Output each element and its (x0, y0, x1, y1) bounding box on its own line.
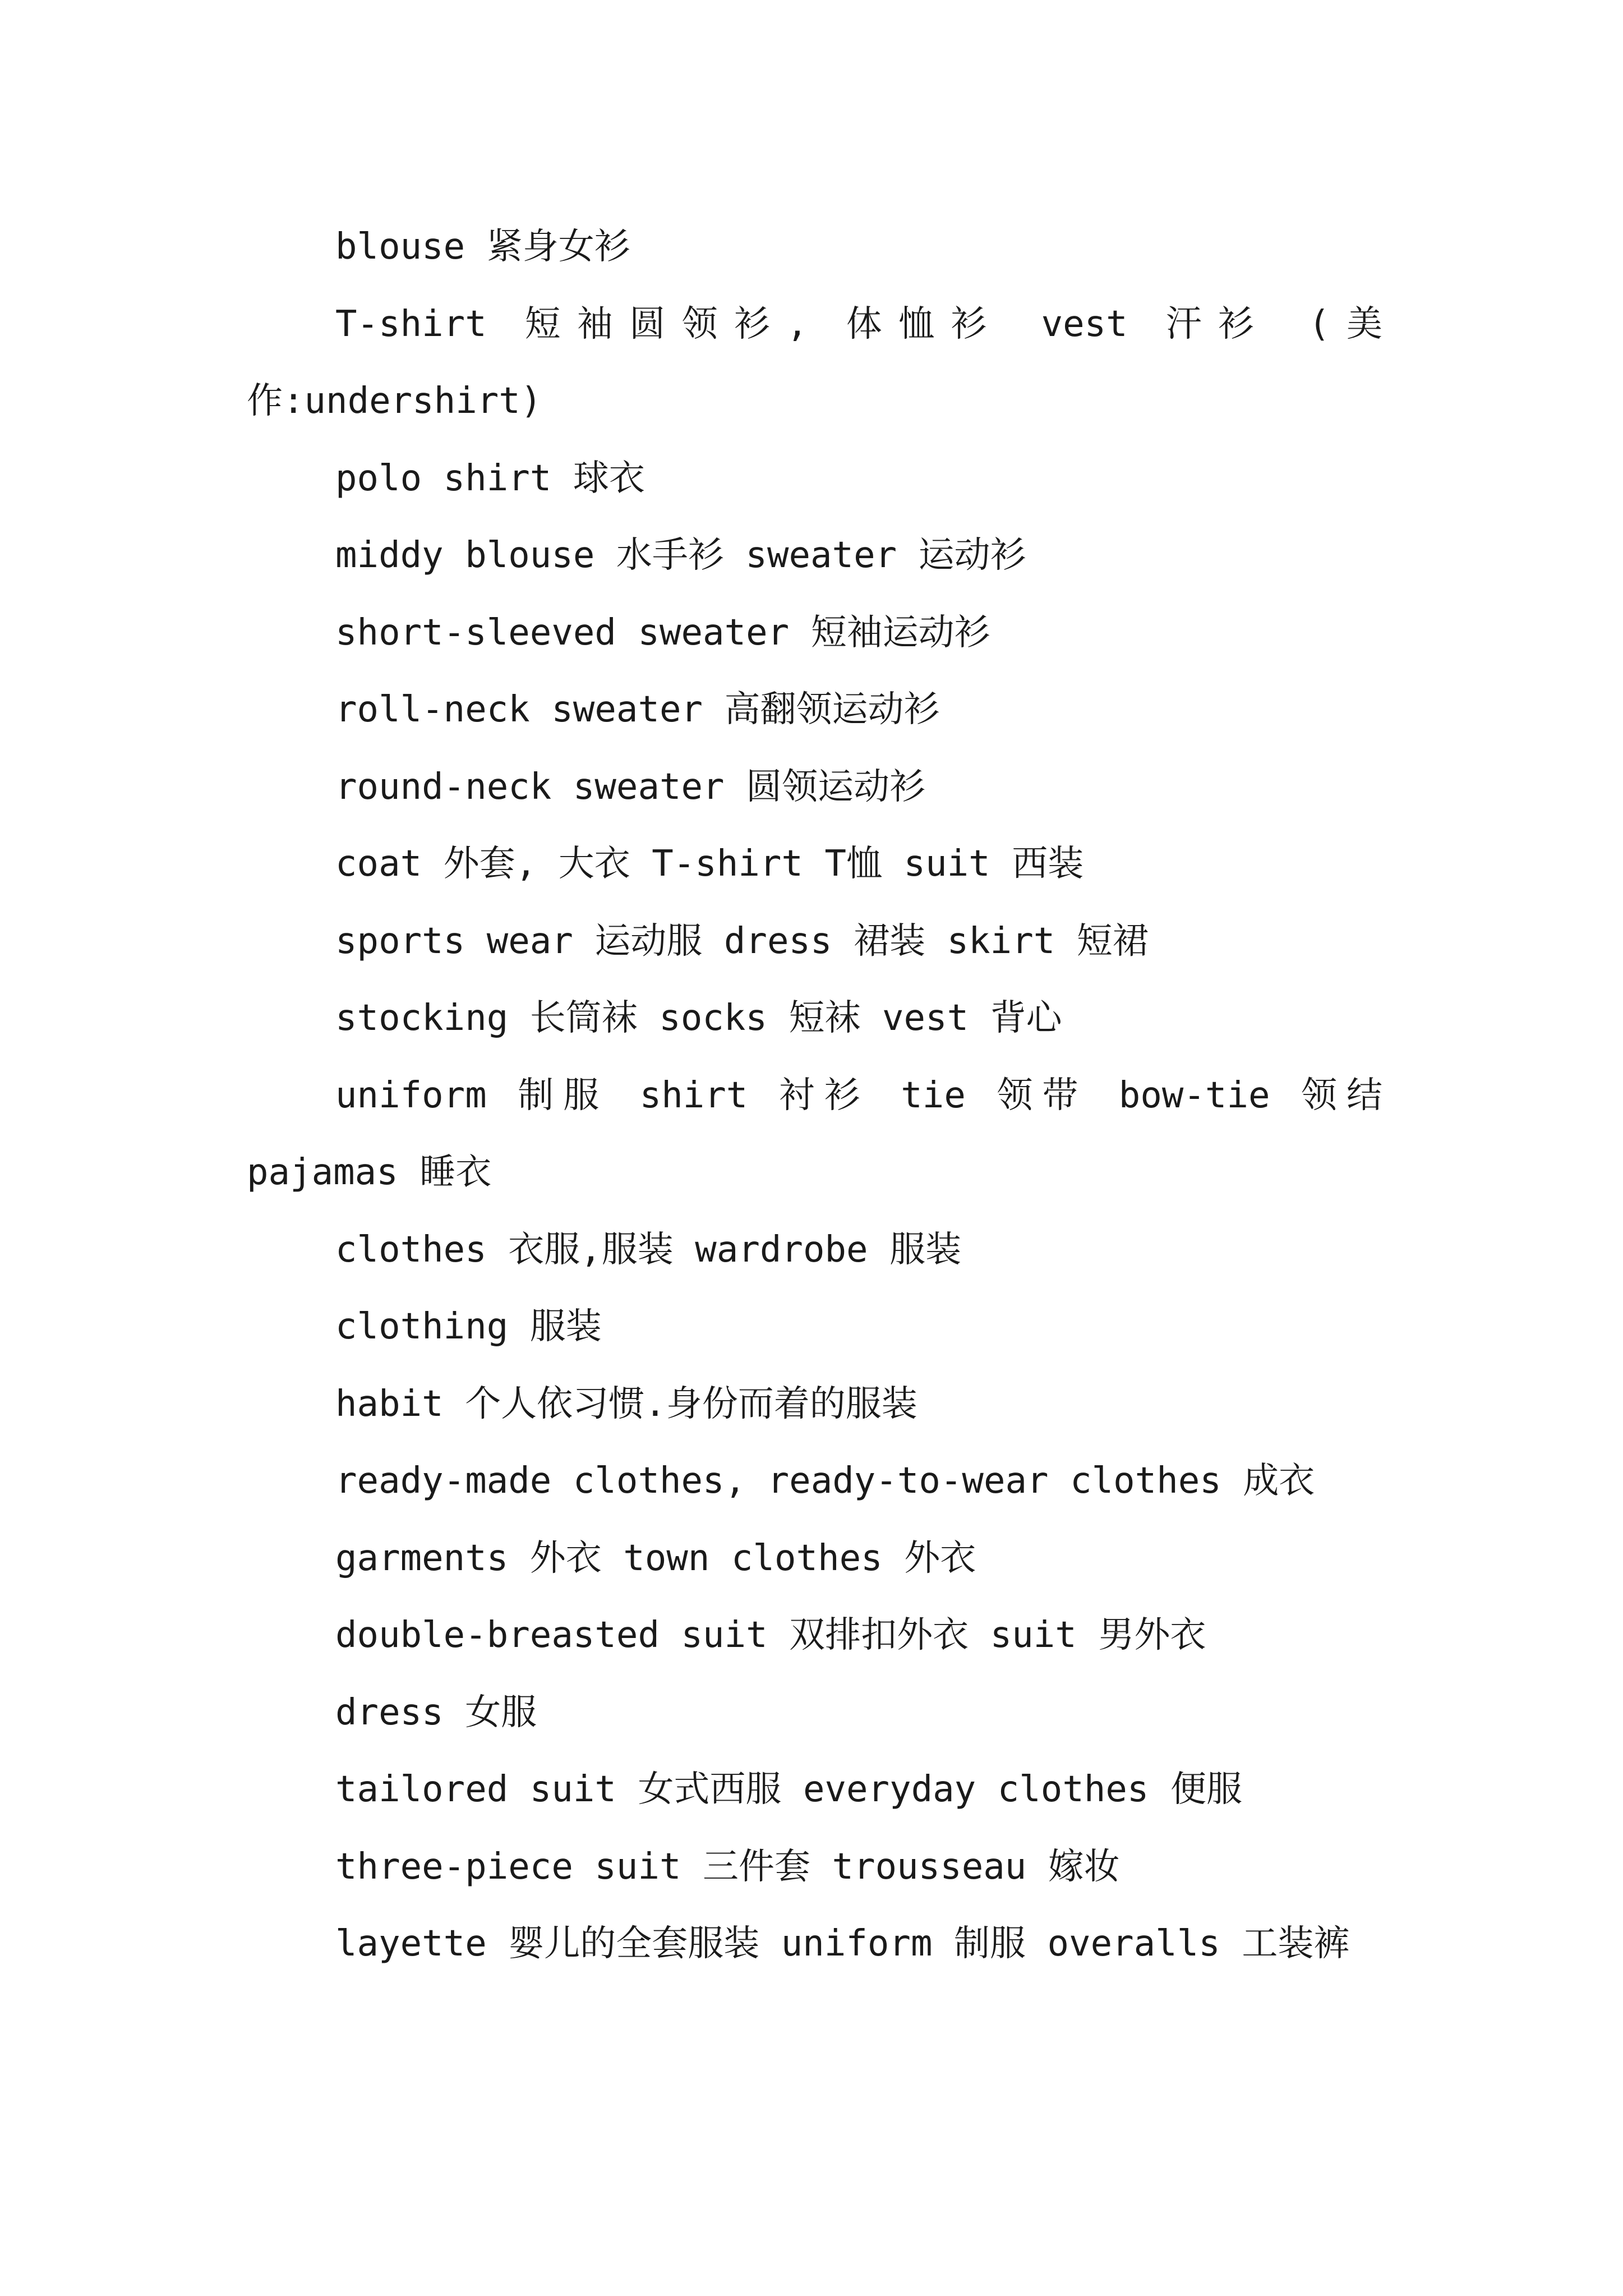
list-item: garments 外衣 town clothes 外衣 (335, 1537, 976, 1579)
list-item: coat 外套, 大衣 T-shirt T恤 suit 西装 (335, 843, 1084, 885)
list-item: blouse 紧身女衫 (335, 226, 630, 268)
vocabulary-list (247, 209, 1382, 1983)
list-item: clothes 衣服,服装 wardrobe 服装 (335, 1228, 962, 1271)
list-item: sports wear 运动服 dress 裙装 skirt 短裙 (335, 920, 1149, 962)
list-item: round-neck sweater 圆领运动衫 (335, 766, 926, 808)
list-item: stocking 长筒袜 socks 短袜 vest 背心 (335, 997, 1062, 1039)
list-item: layette 婴儿的全套服装 uniform 制服 overalls 工装裤 (335, 1923, 1350, 1964)
list-item: short-sleeved sweater 短袖运动衫 (335, 611, 990, 654)
list-item: dress 女服 (335, 1691, 537, 1733)
list-item: T-shirt 短袖圆领衫, 体恤衫 vest 汗衫 (美作:undershirt) (247, 303, 1382, 422)
list-item: three-piece suit 三件套 trousseau 嫁妆 (335, 1846, 1120, 1888)
list-item: polo shirt 球衣 (335, 457, 645, 499)
list-item: uniform 制服 shirt 衬衫 tie 领带 bow-tie 领结 pajamas 睡衣 (247, 1074, 1382, 1193)
list-item: clothing 服装 (335, 1306, 602, 1347)
list-item: roll-neck sweater 高翻领运动衫 (335, 689, 940, 730)
list-item: middy blouse 水手衫 sweater 运动衫 (335, 535, 1026, 576)
list-item: ready-made clothes, ready-to-wear clothes 成衣 (335, 1460, 1315, 1502)
list-item: habit 个人依习惯.身份而着的服装 (335, 1383, 917, 1425)
list-item: double-breasted suit 双排扣外衣 suit 男外衣 (335, 1614, 1206, 1656)
list-item: tailored suit 女式西服 everyday clothes 便服 (335, 1769, 1242, 1810)
